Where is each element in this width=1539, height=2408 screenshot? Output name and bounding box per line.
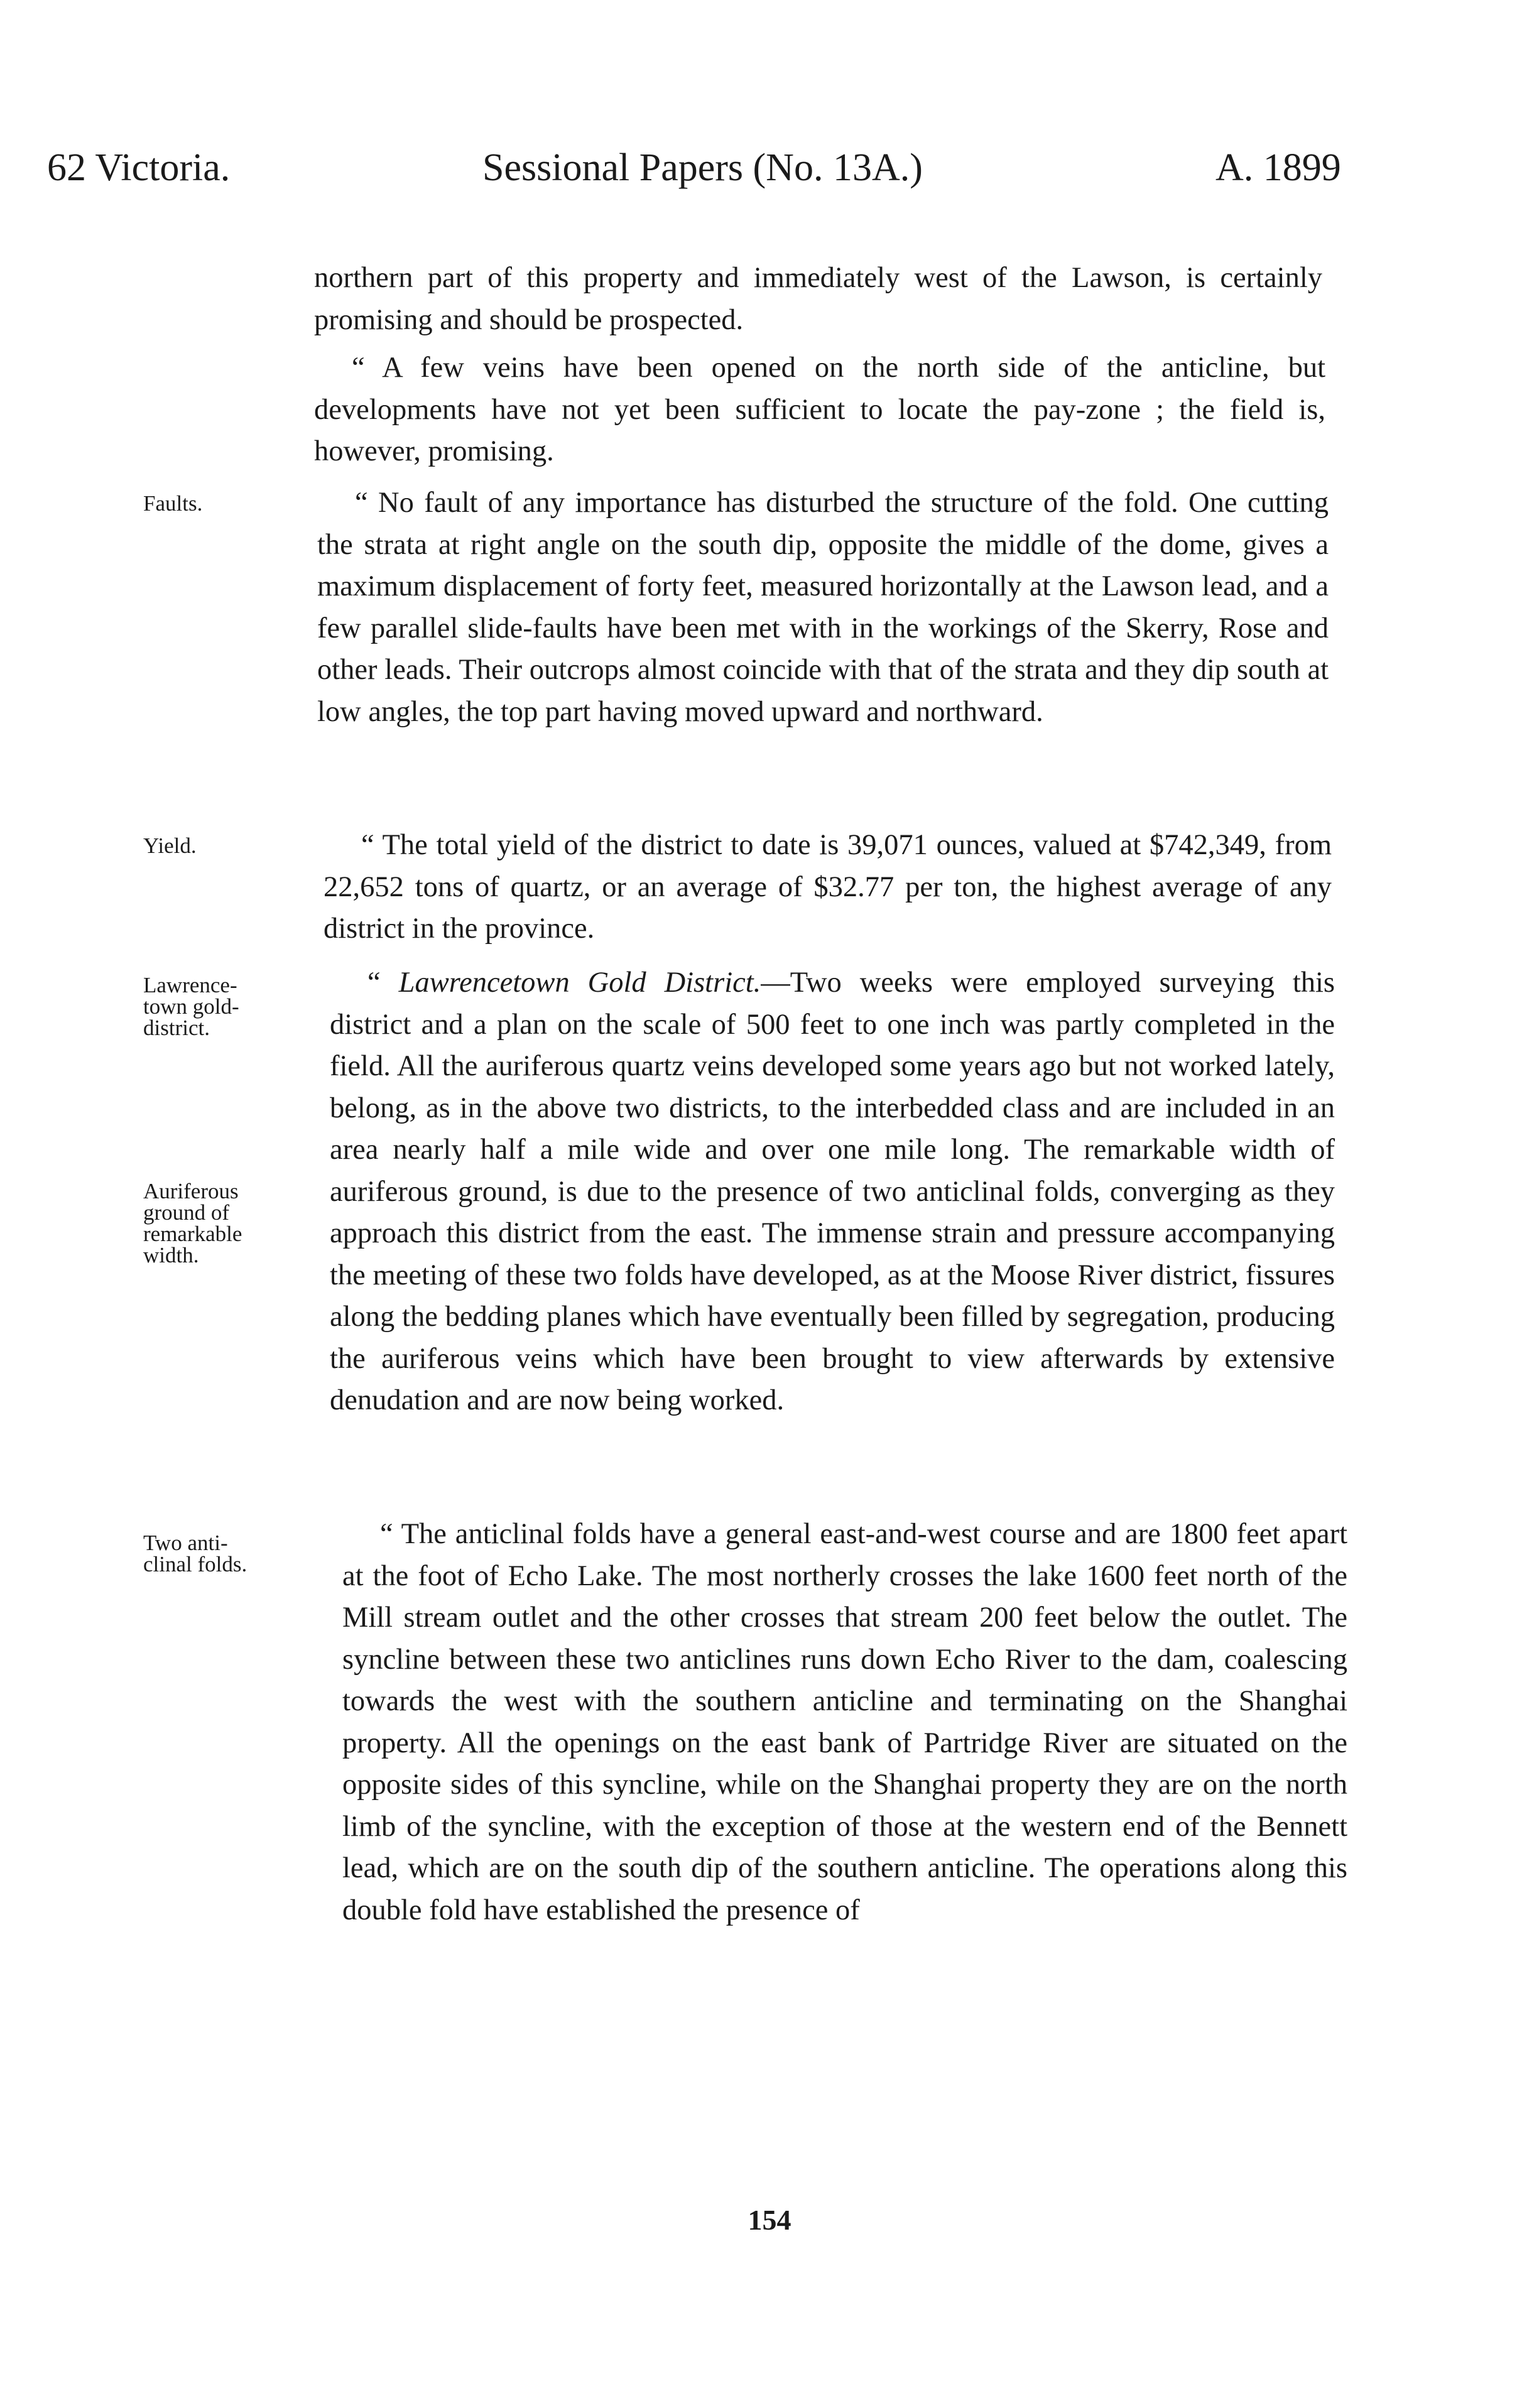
paragraph-lawrencetown-heading: Lawrencetown Gold District. [398,967,761,999]
paragraph-yield-text: “ The total yield of the district to date is 39,071 ounces, valued at $742,349, from 22,652 tons of quartz, or an average of $32.77 per ton, the highest average of any district in the province. [324,829,1332,945]
paragraph-2-text: “ A few veins have been opened on the north side of the anticline, but developments have not yet been sufficient to locate the pay-zone ; the field is, however, promising. [314,352,1325,467]
header-title: Sessional Papers (No. 13A.) [482,146,923,189]
paragraph-1 [314,258,1322,341]
paragraph-anticlinal [342,1514,1347,1931]
paragraph-faults [317,482,1329,733]
paragraph-1-text: northern part of this property and immediately west of the Lawson, is certainly promising and should be prospected. [314,262,1322,336]
paragraph-lawrencetown-body: —Two weeks were employed surveying this district and a plan on the scale of 500 feet to one inch was partly completed in the field. All the auriferous quartz veins developed some years ago but not worked lately, belong, as in the above two districts, to the interbedded class and are included in an area nearly half a mile wide and over one mile long. The remarkable width of auriferous ground, is due to the presence of two anticlinal folds, converging as they approach this district from the east. The immense strain and pressure accompanying the meeting of these two folds have developed, as at the Moose River district, fissures along the bedding planes which have eventually been filled by segregation, producing the auriferous veins which have been brought to view afterwards by extensive denudation and are now being worked. [330,967,1335,1416]
margin-note-anticlinal-folds: Two anti- clinal folds. [143,1531,247,1576]
paragraph-yield [324,825,1332,950]
page-number: 154 [748,2204,791,2236]
header-year: A. 1899 [1215,146,1341,189]
header-session: 62 Victoria. [47,146,231,189]
margin-note-yield: Yield. [143,833,197,858]
running-header [0,146,1539,196]
paragraph-2 [314,347,1325,473]
paragraph-faults-text: “ No fault of any importance has disturbed the structure of the fold. One cutting the strata at right angle on the south dip, opposite the middle of the dome, gives a maximum displacement of forty feet, measured horizontally at the Lawson lead, and a few parallel slide-faults have been met with in the workings of the Skerry, Rose and other leads. Their outcrops almost coincide with that of the strata and they dip south at low angles, the top part having moved upward and northward. [317,487,1329,728]
margin-note-lawrencetown: Lawrence- town gold- district. [143,973,239,1040]
paragraph-lawrencetown-quote: “ [367,967,399,999]
margin-note-auriferous-ground: Auriferous ground of remarkable width. [143,1179,242,1267]
margin-note-faults: Faults. [143,491,203,516]
paragraph-lawrencetown-text [330,962,1335,1422]
paragraph-anticlinal-text: “ The anticlinal folds have a general east-and-west course and are 1800 feet apart at the foot of Echo Lake. The most northerly crosses the lake 1600 feet north of the Mill stream outlet and the other crosses that stream 200 feet below the outlet. The syncline between these two anticlines runs down Echo River to the dam, coalescing towards the west with the southern anticline and terminating on the Shanghai property. All the openings on the east bank of Partridge River are situated on the opposite sides of this syncline, while on the Shanghai property they are on the north limb of the syncline, with the exception of those at the western end of the Bennett lead, which are on the south dip of the southern anticline. The operations along this double fold have established the presence of [342,1518,1347,1926]
paragraph-lawrencetown [330,962,1335,1422]
